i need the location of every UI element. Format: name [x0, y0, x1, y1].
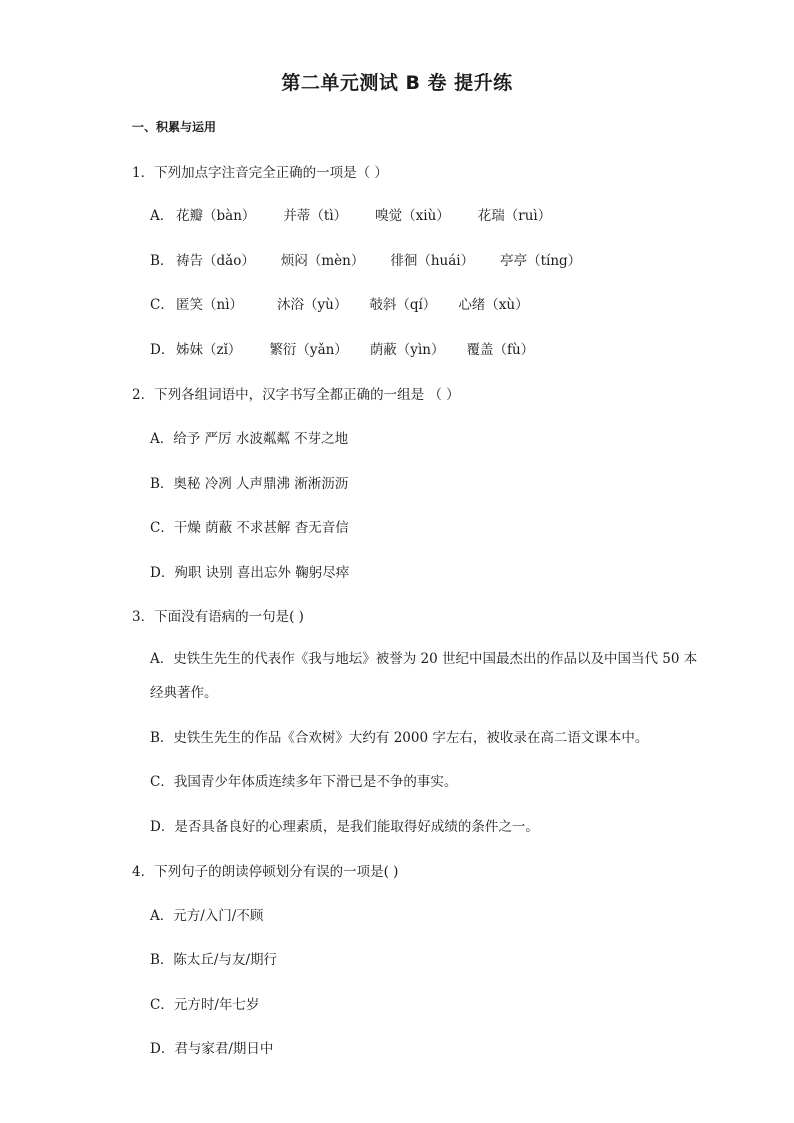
question-3-stem: 3．下面没有语病的一句是( ): [132, 609, 304, 625]
option-letter: C．: [150, 297, 174, 313]
question-4-option-d: D．君与家君/期日中: [150, 1041, 274, 1057]
page-title: 第二单元测试 B 卷 提升练: [281, 72, 513, 94]
question-1-option-d: [150, 338, 534, 358]
option-item: 烦闷（mèn）: [280, 253, 365, 269]
option-item: 覆盖（fù）: [466, 342, 535, 358]
question-3-option-c: C．我国青少年体质连续多年下滑已是不争的事实。: [150, 774, 458, 790]
question-4-option-b: B．陈太丘/与友/期行: [150, 952, 278, 968]
option-item: 匿笑（nì）: [176, 297, 244, 313]
question-2-option-c: C．干燥 荫蔽 不求甚解 杳无音信: [150, 520, 349, 536]
option-item: 并蒂（tì）: [283, 208, 348, 224]
question-2-option-a: A．给予 严厉 水波粼粼 不芽之地: [150, 431, 349, 447]
question-3-option-d: D．是否具备良好的心理素质，是我们能取得好成绩的条件之一。: [150, 819, 539, 835]
option-item: 嗅觉（xiù）: [375, 208, 450, 224]
question-4-stem: 4．下列句子的朗读停顿划分有误的一项是( ): [132, 864, 399, 880]
option-item: 姊妹（zǐ）: [176, 342, 242, 358]
option-item: 荫蔽（yìn）: [369, 342, 445, 358]
option-letter: B．: [150, 253, 174, 269]
question-2-option-b: B．奥秘 冷冽 人声鼎沸 淅淅沥沥: [150, 476, 349, 492]
question-4-option-a: A．元方/入门/不顾: [150, 908, 264, 924]
option-item: 繁衍（yǎn）: [269, 342, 348, 358]
question-3-option-a: A．史铁生先生的代表作《我与地坛》被誉为 20 世纪中国最杰出的作品以及中国当代 50 本经典著作。: [150, 651, 698, 701]
option-item: 心绪（xù）: [458, 297, 529, 313]
question-2-option-d: D．殉职 诀别 喜出忘外 鞠躬尽瘁: [150, 565, 350, 581]
option-item: 徘徊（huái）: [390, 253, 475, 269]
option-item: 祷告（dǎo）: [176, 253, 255, 269]
question-1-stem: 1．下列加点字注音完全正确的一项是（ ）: [132, 165, 388, 181]
question-2-stem: 2．下列各组词语中，汉字书写全都正确的一组是 （ ）: [132, 387, 460, 403]
question-1-option-c: [150, 293, 529, 313]
option-item: 花瓣（bàn）: [176, 208, 256, 224]
option-letter: D．: [150, 342, 175, 358]
question-3-option-b: B．史铁生先生的作品《合欢树》大约有 2000 字左右，被收录在高二语文课本中。: [150, 730, 649, 746]
section-heading: 一、积累与运用: [132, 120, 217, 134]
question-4-option-c: C．元方时/年七岁: [150, 997, 260, 1013]
question-1-option-a: [150, 204, 551, 224]
option-item: 攲斜（qí）: [369, 297, 437, 313]
option-item: 花瑞（ruì）: [477, 208, 552, 224]
option-letter: A．: [150, 208, 174, 224]
option-item: 亭亭（tíng）: [500, 253, 582, 269]
option-item: 沐浴（yù）: [277, 297, 348, 313]
question-1-option-b: [150, 249, 581, 269]
